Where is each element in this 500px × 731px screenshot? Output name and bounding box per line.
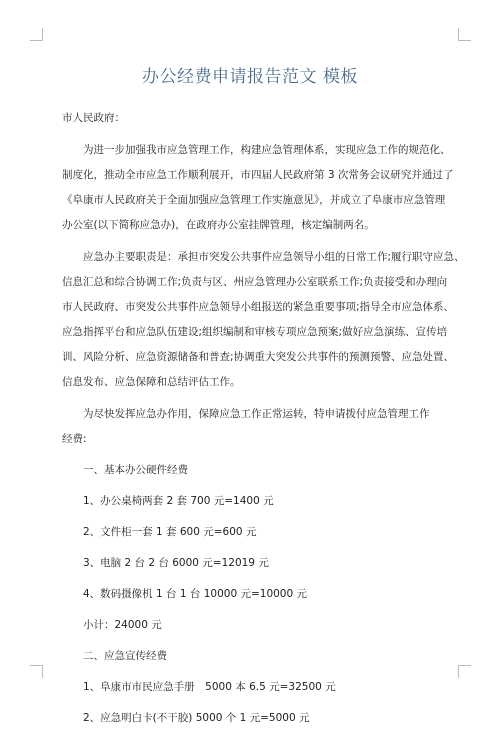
document-body: [62, 106, 465, 731]
text-line: 为进一步加强我市应急管理工作，构建应急管理体系，实现应急工作的规范化、: [83, 144, 451, 156]
list-item: 1、办公桌椅两套 2 套 700 元=1400 元: [83, 495, 274, 507]
text-line: 《阜康市人民政府关于全面加强应急管理工作实施意见》，并成立了阜康市应急管理: [62, 194, 446, 206]
list-item: 2、应急明白卡(不干胶) 5000 个 1 元=5000 元: [83, 712, 310, 724]
paragraph-1: [62, 138, 454, 238]
document-title: 办公经费申请报告范文 模板: [142, 67, 358, 87]
paragraph-2: [62, 245, 465, 395]
subtotal: 小计：24000 元: [83, 619, 162, 631]
list-item: 3、电脑 2 台 2 台 6000 元=12019 元: [83, 557, 269, 569]
section-heading-1: 一、基本办公硬件经费: [83, 464, 188, 476]
text-line: 市人民政府、市突发公共事件应急领导小组报送的紧急重要事项;指导全市应急体系、: [62, 301, 455, 313]
text-line: 应急指挥平台和应急队伍建设;组织编制和审核专项应急预案;做好应急演练、宣传培: [62, 326, 448, 338]
text-line: 应急办主要职责是：承担市突发公共事件应急领导小组的日常工作;履行职守应急、: [83, 251, 465, 263]
section-heading-2: 二、应急宣传经费: [83, 650, 167, 662]
list-item: 1、阜康市市民应急手册 5000 本 6.5 元=32500 元: [83, 681, 336, 693]
text-line: 制度化，推动全市应急工作顺利展开，市四届人民政府第 3 次常务会议研究并通过了: [62, 169, 454, 181]
list-item: 4、数码摄像机 1 台 1 台 10000 元=10000 元: [83, 588, 308, 600]
crop-mark-top-right: [458, 28, 471, 41]
text-line: 信息汇总和综合协调工作;负责与区、州应急管理办公室联系工作;负责接受和办理向: [62, 276, 448, 288]
list-item: 2、文件柜一套 1 套 600 元=600 元: [83, 526, 257, 538]
paragraph-3: 为尽快发挥应急办作用，保障应急工作正常运转，特申请拨付应急管理工作经费:: [62, 408, 430, 445]
crop-mark-bottom-left: [30, 665, 43, 678]
text-line: 训、风险分析、应急资源储备和普查;协调重大突发公共事件的预测预警、应急处置、: [62, 351, 455, 363]
text-line: 信息发布、应急保障和总结评估工作。: [62, 376, 241, 388]
crop-mark-bottom-right: [458, 665, 471, 678]
text-line: 办公室(以下简称应急办)，在政府办公室挂牌管理，核定编制两名。: [62, 219, 375, 231]
salutation: 市人民政府：: [62, 112, 125, 124]
crop-mark-top-left: [30, 28, 43, 41]
